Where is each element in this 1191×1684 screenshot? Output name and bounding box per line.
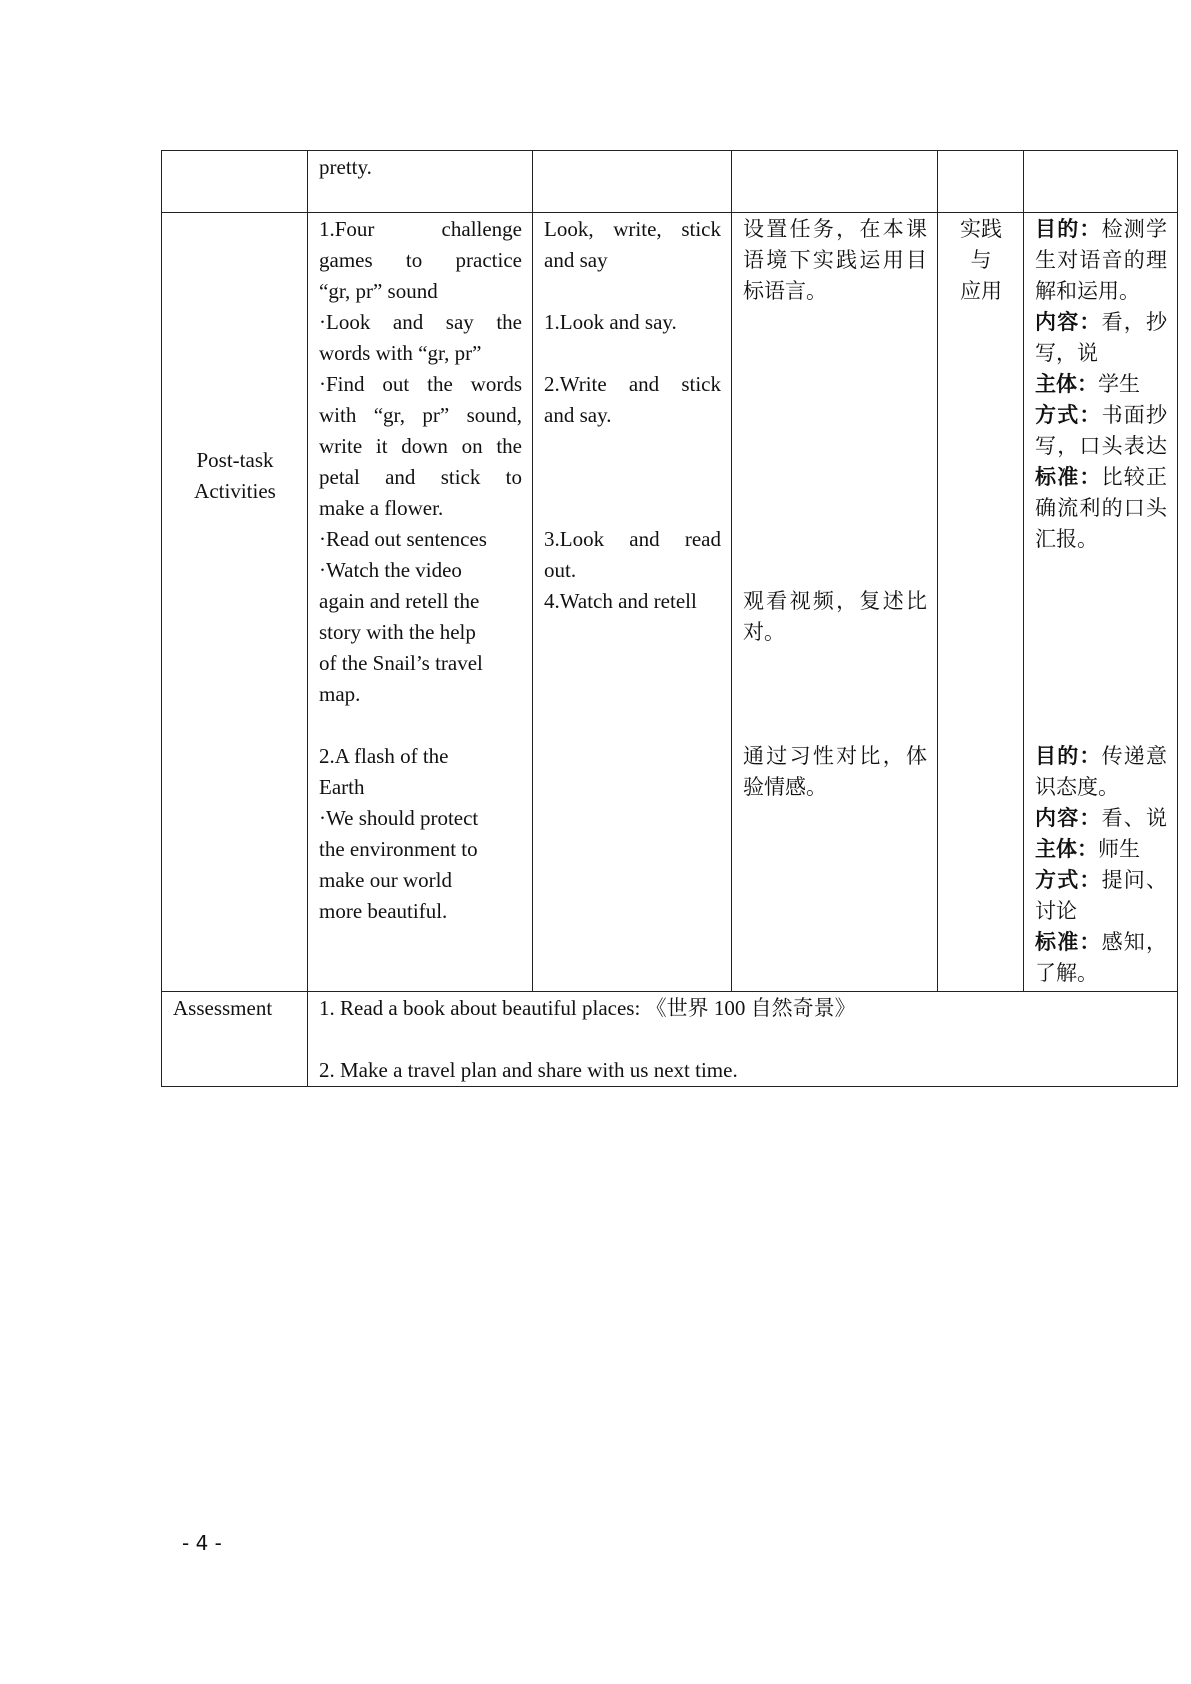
page-number: - 4 - [182,1531,222,1555]
evaluation-label: 内容： [1035,310,1102,334]
blank-line [743,369,927,400]
stage-cell [162,151,308,213]
evaluation-line [1035,307,1167,338]
activity-line: write it down on the [319,434,522,458]
activity-type-cell [938,213,1024,992]
design-intent-line: 语境下实践运用目 [743,248,927,272]
evaluation-text: 看、说 [1101,806,1168,830]
evaluation-line [1035,803,1167,834]
evaluation-line [1035,958,1167,989]
activity-line: map. [319,682,361,706]
design-intent-line: 通过习性对比，体 [743,744,927,768]
evaluation-text: 汇报。 [1035,527,1098,551]
student-activity-line: 3.Look and read [544,527,721,551]
stage-label: Post-task [196,448,274,472]
activity-line: Earth [319,775,365,799]
blank-line [743,679,927,710]
blank-line [743,338,927,369]
activity-line: make our world [319,868,452,892]
activity-type-line: 实践 [960,217,1002,241]
blank-line [743,462,927,493]
blank-line [743,400,927,431]
design-intent-line: 观看视频，复述比 [743,589,927,613]
activity-line: story with the help [319,620,476,644]
activity-line: ·Read out sentences [319,527,487,551]
evaluation-label: 标准： [1035,930,1102,954]
blank-line [1035,648,1167,679]
evaluation-text: 了解。 [1035,961,1098,985]
blank-line [319,1024,1167,1055]
design-intent-cell [732,213,938,992]
evaluation-label: 主体： [1035,372,1098,396]
evaluation-line [1035,772,1167,803]
stage-cell [162,213,308,992]
activity-type-line: 应用 [960,279,1002,303]
activity-line: make a flower. [319,496,444,520]
blank-line [743,710,927,741]
evaluation-label: 标准： [1035,465,1102,489]
blank-line [544,462,721,493]
activity-line: ·Look and say the [319,310,522,334]
evaluation-line [1035,524,1167,555]
blank-line [743,524,927,555]
activity-line: pretty. [319,155,372,179]
blank-line [319,710,522,741]
evaluation-line [1035,741,1167,772]
blank-line [1035,710,1167,741]
student-activity-line: and say. [544,403,612,427]
assessment-label-cell [162,992,308,1087]
evaluation-text: 讨论 [1035,899,1077,923]
blank-line [544,493,721,524]
student-activity-cell [533,151,732,213]
evaluation-line [1035,400,1167,431]
activity-type-cell [938,151,1024,213]
evaluation-label: 方式： [1035,403,1102,427]
activity-line: the environment to [319,837,478,861]
evaluation-line [1035,462,1167,493]
activity-line: ·Watch the video [319,558,462,582]
blank-line [544,338,721,369]
evaluation-line [1035,276,1167,307]
teacher-activity-cell [308,213,533,992]
blank-line [544,276,721,307]
evaluation-text: 书面抄 [1101,403,1168,427]
design-intent-cell [732,151,938,213]
evaluation-text: 确流利的口头 [1035,496,1167,520]
evaluation-line [1035,865,1167,896]
activity-line: 2.A flash of the [319,744,449,768]
evaluation-text: 解和运用。 [1035,279,1140,303]
activity-line: games to practice [319,248,522,272]
evaluation-text: 学生 [1098,372,1140,396]
teacher-activity-cell [308,151,533,213]
evaluation-line [1035,834,1167,865]
blank-line [743,431,927,462]
stage-label: Activities [194,479,276,503]
activity-line: words with “gr, pr” [319,341,482,365]
evaluation-label: 目的： [1035,217,1102,241]
blank-line [743,648,927,679]
evaluation-line [1035,431,1167,462]
evaluation-label: 方式： [1035,868,1102,892]
blank-line [1035,586,1167,617]
evaluation-text: 看，抄 [1101,310,1168,334]
activity-line: again and retell the [319,589,480,613]
evaluation-text: 传递意 [1101,744,1168,768]
student-activity-line: 1.Look and say. [544,310,677,334]
design-intent-line: 设置任务，在本课 [743,217,927,241]
evaluation-line [1035,369,1167,400]
continuation-row [162,151,1178,213]
assessment-row [162,992,1178,1087]
evaluation-line [1035,927,1167,958]
assessment-item: 1. Read a book about beautiful places: 《世界 100 自然奇景》 [319,996,856,1020]
evaluation-cell [1024,213,1178,992]
evaluation-label: 目的： [1035,744,1102,768]
evaluation-text: 提问、 [1101,868,1168,892]
lesson-plan-table [161,150,1178,1087]
blank-line [743,555,927,586]
blank-line [743,493,927,524]
activity-line: ·We should protect [319,806,479,830]
assessment-label: Assessment [173,996,273,1020]
evaluation-text: 检测学 [1101,217,1168,241]
design-intent-line: 验情感。 [743,775,827,799]
evaluation-text: 写，口头表达 [1035,434,1167,458]
assessment-content-cell [308,992,1178,1087]
blank-line [1035,617,1167,648]
evaluation-line [1035,896,1167,927]
activity-line: 1.Four challenge [319,217,522,241]
student-activity-line: and say [544,248,608,272]
activity-line: ·Find out the words [319,372,522,396]
activity-line: more beautiful. [319,899,448,923]
blank-line [743,307,927,338]
evaluation-text: 生对语音的理 [1035,248,1167,272]
evaluation-text: 写，说 [1035,341,1098,365]
evaluation-label: 主体： [1035,837,1098,861]
student-activity-line: out. [544,558,577,582]
student-activity-line: 4.Watch and retell [544,589,697,613]
evaluation-line [1035,214,1167,245]
activity-type-line: 与 [970,248,992,272]
design-intent-line: 对。 [743,620,785,644]
evaluation-label: 内容： [1035,806,1102,830]
evaluation-line [1035,245,1167,276]
assessment-item: 2. Make a travel plan and share with us next time. [319,1058,738,1082]
student-activity-line: Look, write, stick [544,217,721,241]
student-activity-line: 2.Write and stick [544,372,721,396]
blank-line [1035,679,1167,710]
post-task-row [162,213,1178,992]
activity-line: petal and stick to [319,465,522,489]
evaluation-line [1035,338,1167,369]
activity-line: “gr, pr” sound [319,279,438,303]
evaluation-cell [1024,151,1178,213]
evaluation-text: 感知， [1101,930,1168,954]
activity-line: with “gr, pr” sound, [319,403,522,427]
design-intent-line: 标语言。 [743,279,827,303]
evaluation-text: 比较正 [1101,465,1168,489]
evaluation-line [1035,493,1167,524]
evaluation-text: 师生 [1098,837,1140,861]
blank-line [1035,555,1167,586]
student-activity-cell [533,213,732,992]
activity-line: of the Snail’s travel [319,651,483,675]
evaluation-text: 识态度。 [1035,775,1119,799]
blank-line [544,431,721,462]
